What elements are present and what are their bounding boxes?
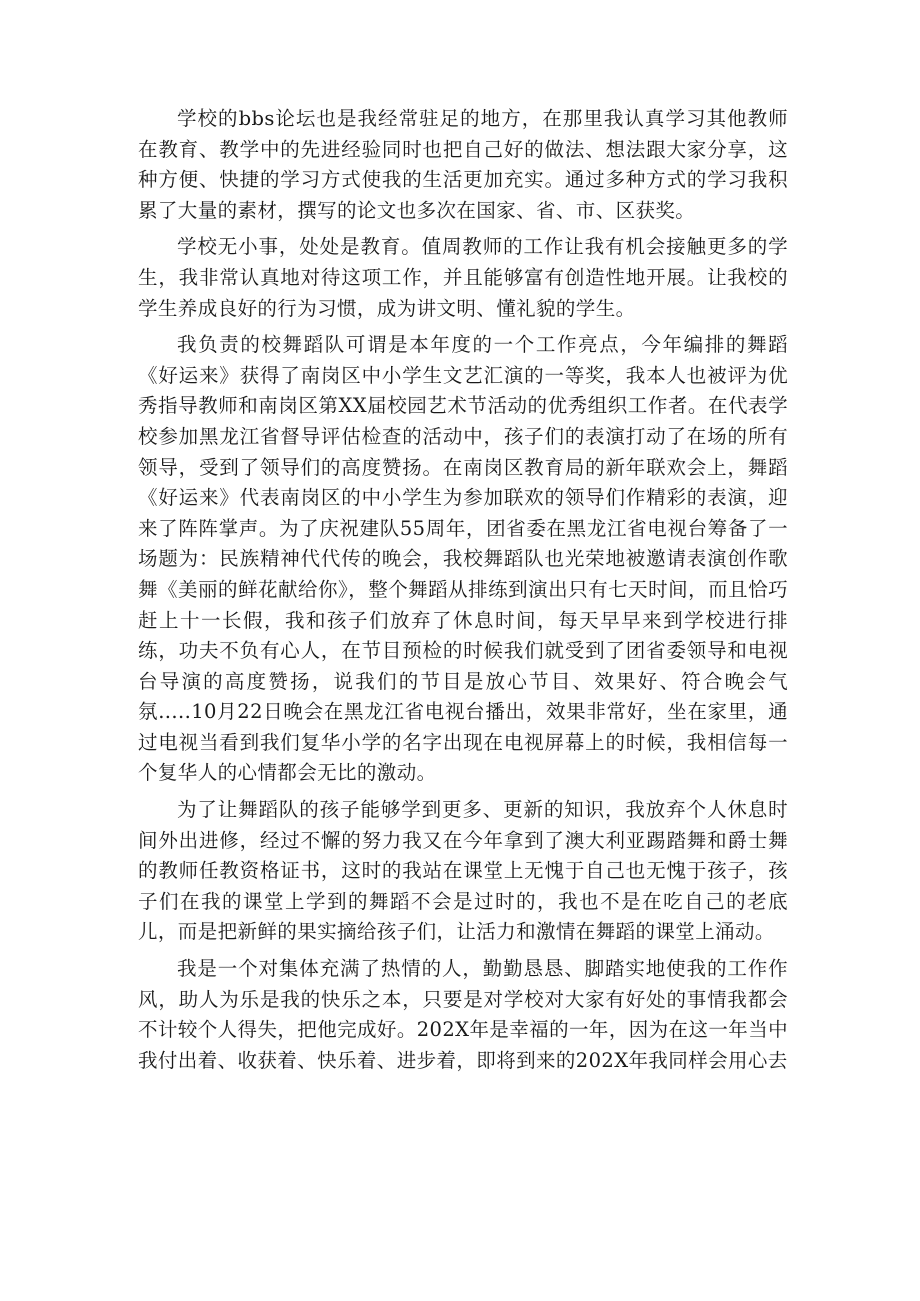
document-body: [138, 104, 788, 1082]
paragraph-1: 学校的bbs论坛也是我经常驻足的地方，在那里我认真学习其他教师在教育、教学中的先进经验同时也把自己好的做法、想法跟大家分享，这种方便、快捷的学习方式使我的生活更加充实。通过多种方式的学习我积累了大量的素材，撰写的论文也多次在国家、省、市、区获奖。: [138, 107, 788, 222]
paragraph-2: 学校无小事，处处是教育。值周教师的工作让我有机会接触更多的学生，我非常认真地对待这项工作，并且能够富有创造性地开展。让我校的学生养成良好的行为习惯，成为讲文明、懂礼貌的学生。: [138, 235, 788, 320]
paragraph-3: 我负责的校舞蹈队可谓是本年度的一个工作亮点，今年编排的舞蹈《好运来》获得了南岗区中小学生文艺汇演的一等奖，我本人也被评为优秀指导教师和南岗区第XX届校园艺术节活动的优秀组织工作者。在代表学校参加黑龙江省督导评估检查的活动中，孩子们的表演打动了在场的所有领导，受到了领导们的高度赞扬。在南岗区教育局的新年联欢会上，舞蹈《好运来》代表南岗区的中小学生为参加联欢的领导们作精彩的表演，迎来了阵阵掌声。为了庆祝建队55周年，团省委在黑龙江省电视台筹备了一场题为：民族精神代代传的晚会，我校舞蹈队也光荣地被邀请表演创作歌舞《美丽的鲜花献给你》，整个舞蹈从排练到演出只有七天时间，而且恰巧赶上十一长假，我和孩子们放弃了休息时间，每天早早来到学校进行排练，功夫不负有心人，在节目预检的时候我们就受到了团省委领导和电视台导演的高度赞扬，说我们的节目是放心节目、效果好、符合晚会气氛.....10月22日晚会在黑龙江省电视台播出，效果非常好，坐在家里，通过电视当看到我们复华小学的名字出现在电视屏幕上的时候，我相信每一个复华人的心情都会无比的激动。: [138, 333, 788, 785]
paragraph-4: 为了让舞蹈队的孩子能够学到更多、更新的知识，我放弃个人休息时间外出进修，经过不懈的努力我又在今年拿到了澳大利亚踢踏舞和爵士舞的教师任教资格证书，这时的我站在课堂上无愧于自己也无愧于孩子，孩子们在我的课堂上学到的舞蹈不会是过时的，我也不是在吃自己的老底儿，而是把新鲜的果实摘给孩子们，让活力和激情在舞蹈的课堂上涌动。: [138, 798, 788, 944]
paragraph-5: 我是一个对集体充满了热情的人，勤勤恳恳、脚踏实地使我的工作作风，助人为乐是我的快乐之本，只要是对学校对大家有好处的事情我都会不计较个人得失，把他完成好。202X年是幸福的一年，因为在这一年当中我付出着、收获着、快乐着、进步着，即将到来的202X年我同样会用心去: [138, 957, 788, 1072]
